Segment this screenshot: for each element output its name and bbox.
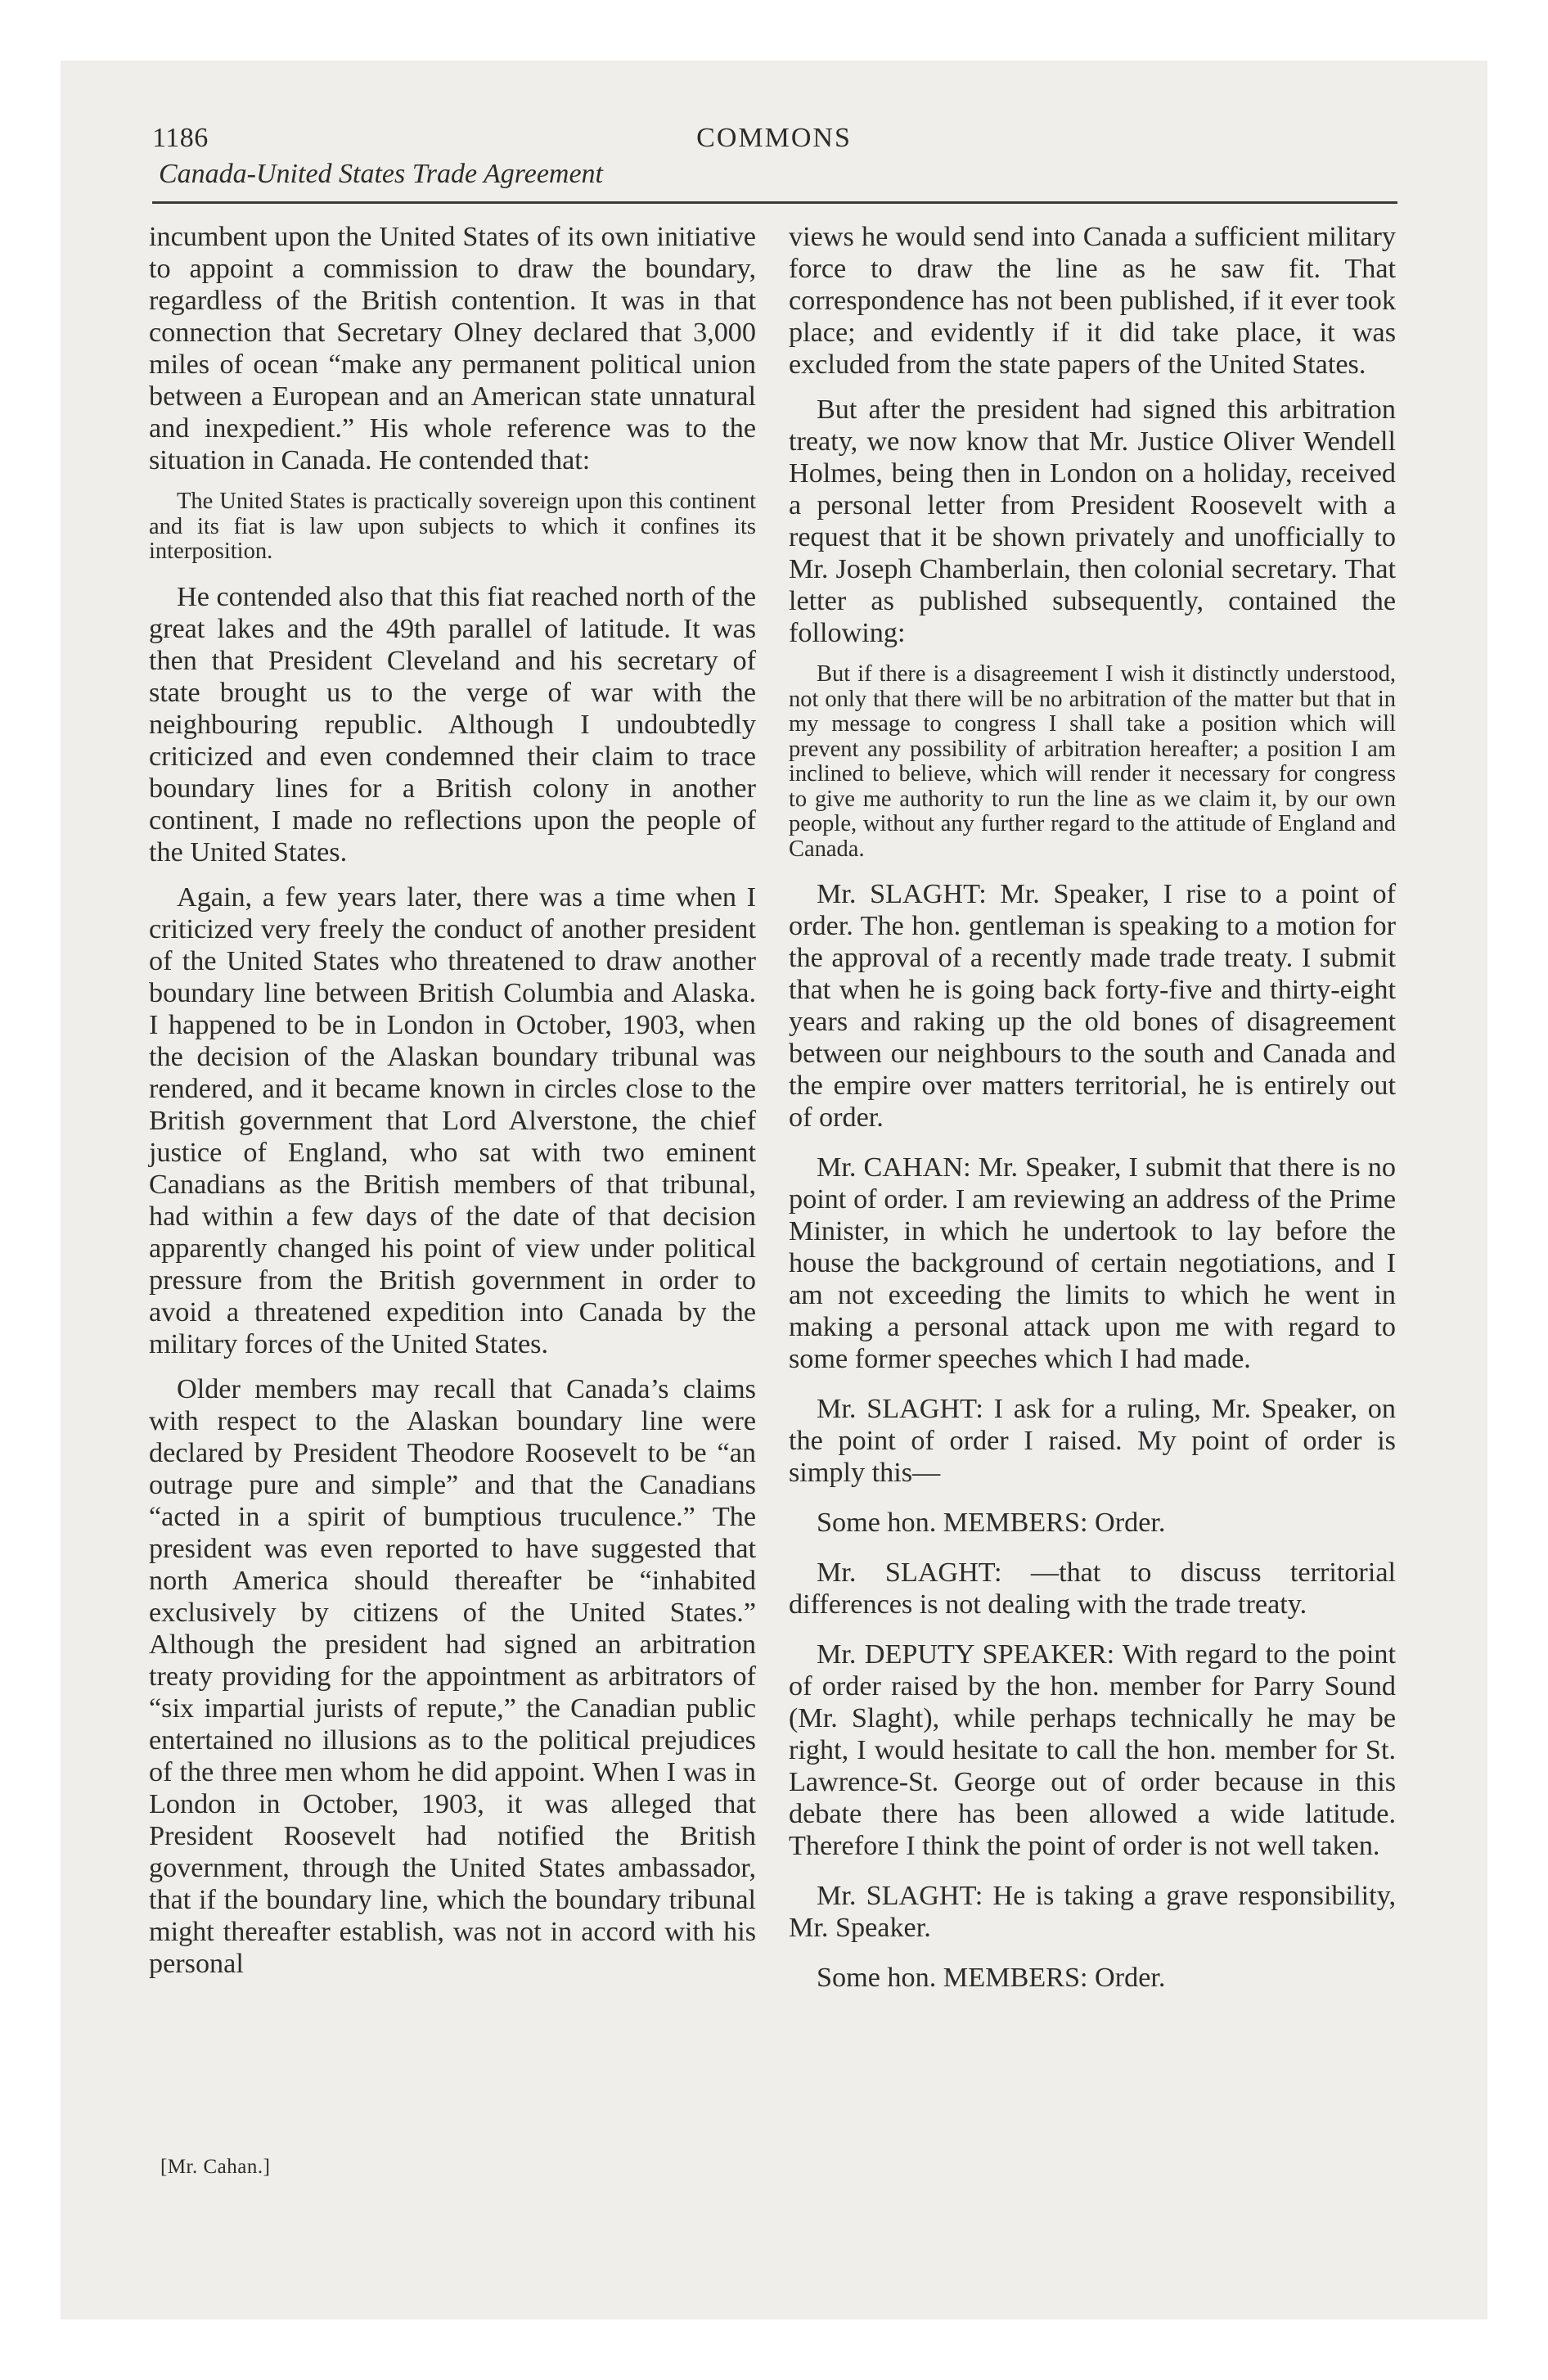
speech-members: Some hon. MEMBERS: Order. <box>817 1963 1166 1993</box>
paragraph: incumbent upon the United States of its own initiative to appoint a commission to draw the boundary, regardless of the British contention. It was in that connection that Secretary Olney declared that 3,000 miles of ocean “make any permanent political union between a European and an American state unnatural and inexpedient.” His whole reference was to the situation in Canada. He contended that: <box>149 222 756 476</box>
paragraph: He contended also that this fiat reached north of the great lakes and the 49th parallel of latitude. It was then that President Cleveland and his secretary of state brought us to the verge of war with the neighbouring republic. Although I undoubtedly criticized and even condemned their claim to trace boundary lines for a British colony in another continent, I made no reflections upon the people of the United States. <box>149 581 756 868</box>
paragraph: Older members may recall that Canada’s claims with respect to the Alaskan boundary line were declared by President Theodore Roosevelt to be “an outrage pure and simple” and that the Canadians “acted in a spirit of bumptious truculence.” The president was even reported to have suggested that north America should thereafter be “inhabited exclusively by citizens of the United States.” Although the president had signed an arbitration treaty providing for the appointment as arbitrators of “six impartial jurists of repute,” the Canadian public entertained no illusions as to the political prejudices of the three men whom he did appoint. When I was in London in October, 1903, it was alleged that President Roosevelt had notified the British government, through the United States ambassador, that if the boundary line, which the boundary tribunal might thereafter establish, was not in accord with his personal <box>149 1373 756 1979</box>
speech-slaght: Mr. SLAGHT: Mr. Speaker, I rise to a point of order. The hon. gentleman is speaking to a motion for the approval of a recently made trade treaty. I submit that when he is going back forty-five and thirty-eight years and raking up the old bones of disagreement between our neighbours to the south and Canada and the empire over matters territorial, he is entirely out of order. <box>789 879 1396 1133</box>
page-number: 1186 <box>152 123 209 153</box>
block-quote: The United States is practically sovereign upon this continent and its fiat is law upon subjects to which it confines its interposition. <box>149 489 756 564</box>
page-title: COMMONS <box>696 123 852 153</box>
speech-slaght: Mr. SLAGHT: I ask for a ruling, Mr. Speaker, on the point of order I raised. My point of order is simply this— <box>789 1394 1396 1488</box>
left-column <box>149 221 756 1993</box>
speech-slaght: Mr. SLAGHT: He is taking a grave responsibility, Mr. Speaker. <box>789 1881 1396 1943</box>
right-column <box>789 221 1396 2012</box>
block-quote: But if there is a disagreement I wish it distinctly understood, not only that there will be no arbitration of the matter but that in my message to congress I shall take a position which will prevent any possibility of arbitration hereafter; a position I am inclined to believe, which will render it necessary for congress to give me authority to run the line as we claim it, by our own people, without any further regard to the attitude of England and Canada. <box>789 661 1396 862</box>
paragraph: views he would send into Canada a sufficient military force to draw the line as he saw fit. That correspondence has not been published, if it ever took place; and evidently if it did take place, it was excluded from the state papers of the United States. <box>789 222 1396 380</box>
header-rule <box>152 201 1397 204</box>
speaker-reference: [Mr. Cahan.] <box>160 2156 271 2178</box>
speech-slaght: Mr. SLAGHT: —that to discuss territorial differences is not dealing with the trade treaty. <box>789 1557 1396 1620</box>
paragraph: But after the president had signed this arbitration treaty, we now know that Mr. Justice Oliver Wendell Holmes, being then in London on a holiday, received a personal letter from President Roosevelt with a request that it be shown privately and unofficially to Mr. Joseph Chamberlain, then colonial secretary. That letter as published subsequently, contained the following: <box>789 394 1396 648</box>
paragraph: Again, a few years later, there was a time when I criticized very freely the conduct of another president of the United States who threatened to draw another boundary line between British Columbia and Alaska. I happened to be in London in October, 1903, when the decision of the Alaskan boundary tribunal was rendered, and it became known in circles close to the British government that Lord Alverstone, the chief justice of England, who sat with two eminent Canadians as the British members of that tribunal, had within a few days of the date of that decision apparently changed his point of view under political pressure from the British government in order to avoid a threatened expedition into Canada by the military forces of the United States. <box>149 881 756 1359</box>
speech-members: Some hon. MEMBERS: Order. <box>817 1508 1166 1538</box>
page-subtitle: Canada-United States Trade Agreement <box>159 159 604 189</box>
speech-deputy-speaker: Mr. DEPUTY SPEAKER: With regard to the point of order raised by the hon. member for Parry Sound (Mr. Slaght), while perhaps technically he may be right, I would hesitate to call the hon. member for St. Lawrence-St. George out of order because in this debate there has been allowed a wide latitude. Therefore I think the point of order is not well taken. <box>789 1639 1396 1861</box>
speech-cahan: Mr. CAHAN: Mr. Speaker, I submit that there is no point of order. I am reviewing an address of the Prime Minister, in which he undertook to lay before the house the background of certain negotiations, and I am not exceeding the limits to which he went in making a personal attack upon me with regard to some former speeches which I had made. <box>789 1152 1396 1374</box>
